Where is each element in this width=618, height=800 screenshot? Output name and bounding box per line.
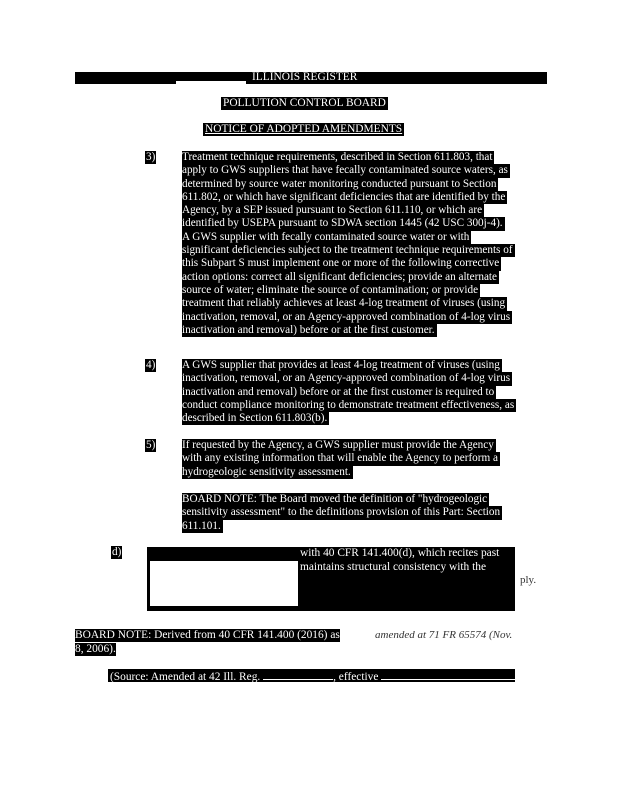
board-note-derived-end: 8, 2006). — [75, 643, 116, 655]
note1-line: 611.101. — [182, 519, 221, 532]
board-note-derived: BOARD NOTE: Derived from 40 CFR 141.400 (2016) as — [75, 629, 340, 641]
item4-line: described in Section 611.803(b). — [182, 412, 328, 425]
agency-title: POLLUTION CONTROL BOARD — [223, 97, 386, 109]
item3-line: action options: correct all significant deficiencies; provide an alternate — [182, 270, 497, 283]
redaction-white-area — [150, 561, 298, 606]
header-rule-gap — [176, 81, 246, 84]
source-middle: , effective — [333, 671, 382, 683]
board-note-faded-citation: amended at 71 FR 65574 (Nov. — [375, 629, 513, 641]
item-d-line-1: with 40 CFR 141.400(d), which recites past — [300, 547, 500, 559]
item3-line: 611.802, or which have significant deficiencies that are identified by the — [182, 190, 506, 203]
item-5-number: 5) — [146, 439, 156, 451]
notice-title: NOTICE OF ADOPTED AMENDMENTS — [205, 123, 403, 135]
item3-line: this Subpart S must implement one or more of the following corrective — [182, 257, 500, 270]
item-5-paragraph — [182, 439, 500, 479]
item5-line: hydrogeologic sensitivity assessment. — [182, 465, 351, 478]
item3-line: inactivation, removal, or an Agency-approved combination of 4-log virus — [182, 310, 511, 323]
item5-line: with any existing information that will enable the Agency to perform a — [182, 452, 498, 465]
item4-line: conduct compliance monitoring to demonstrate treatment effectiveness, as — [182, 398, 515, 411]
note1-line: BOARD NOTE: The Board moved the definition of "hydrogeologic — [182, 493, 488, 505]
item3-line: determined by source water monitoring conducted pursuant to Section — [182, 177, 497, 190]
item-d-number: d) — [112, 546, 122, 558]
item-3-paragraph — [182, 151, 515, 337]
register-title: ILLINOIS REGISTER — [252, 71, 358, 83]
item4-line: inactivation and removal) before or at the first customer is required to — [182, 385, 495, 398]
item5-line: If requested by the Agency, a GWS supplier must provide the Agency — [182, 439, 494, 451]
board-note-hydrogeologic — [182, 493, 502, 533]
item-d-tail: ply. — [520, 574, 537, 586]
source-blank-1 — [263, 669, 333, 680]
item4-line: A GWS supplier that provides at least 4-log treatment of viruses (using — [182, 359, 500, 371]
item3-line: apply to GWS suppliers that have fecally contaminated source waters, as — [182, 164, 508, 177]
source-line — [110, 669, 519, 684]
item3-line: identified by USEPA pursuant to SDWA section 1445 (42 USC 300j-4). — [182, 217, 503, 230]
item-3-number: 3) — [146, 151, 156, 163]
item3-line: treatment that reliably achieves at least 4-log treatment of viruses (using — [182, 297, 506, 310]
note1-line: sensitivity assessment" to the definitions provision of this Part: Section — [182, 506, 501, 519]
item3-line: Agency, by a SEP issued pursuant to Section 611.110, or which are — [182, 204, 483, 217]
item3-line: inactivation and removal) before or at the first customer. — [182, 323, 435, 336]
item3-line: significant deficiencies subject to the treatment technique requirements of — [182, 244, 513, 257]
item3-line: source of water; eliminate the source of contamination; or provide — [182, 283, 479, 296]
item4-line: inactivation, removal, or an Agency-approved combination of 4-log virus — [182, 372, 511, 385]
source-prefix: (Source: Amended at 42 Ill. Reg. — [110, 671, 264, 683]
item-4-number: 4) — [146, 359, 156, 371]
source-suffix: ) — [515, 671, 520, 683]
item-4-paragraph — [182, 359, 516, 425]
item3-line: Treatment technique requirements, described in Section 611.803, that — [182, 151, 493, 163]
item-d-line-2: maintains structural consistency with the — [300, 561, 487, 573]
item3-line: A GWS supplier with fecally contaminated source water or with — [182, 230, 470, 243]
source-blank-2 — [381, 669, 515, 680]
